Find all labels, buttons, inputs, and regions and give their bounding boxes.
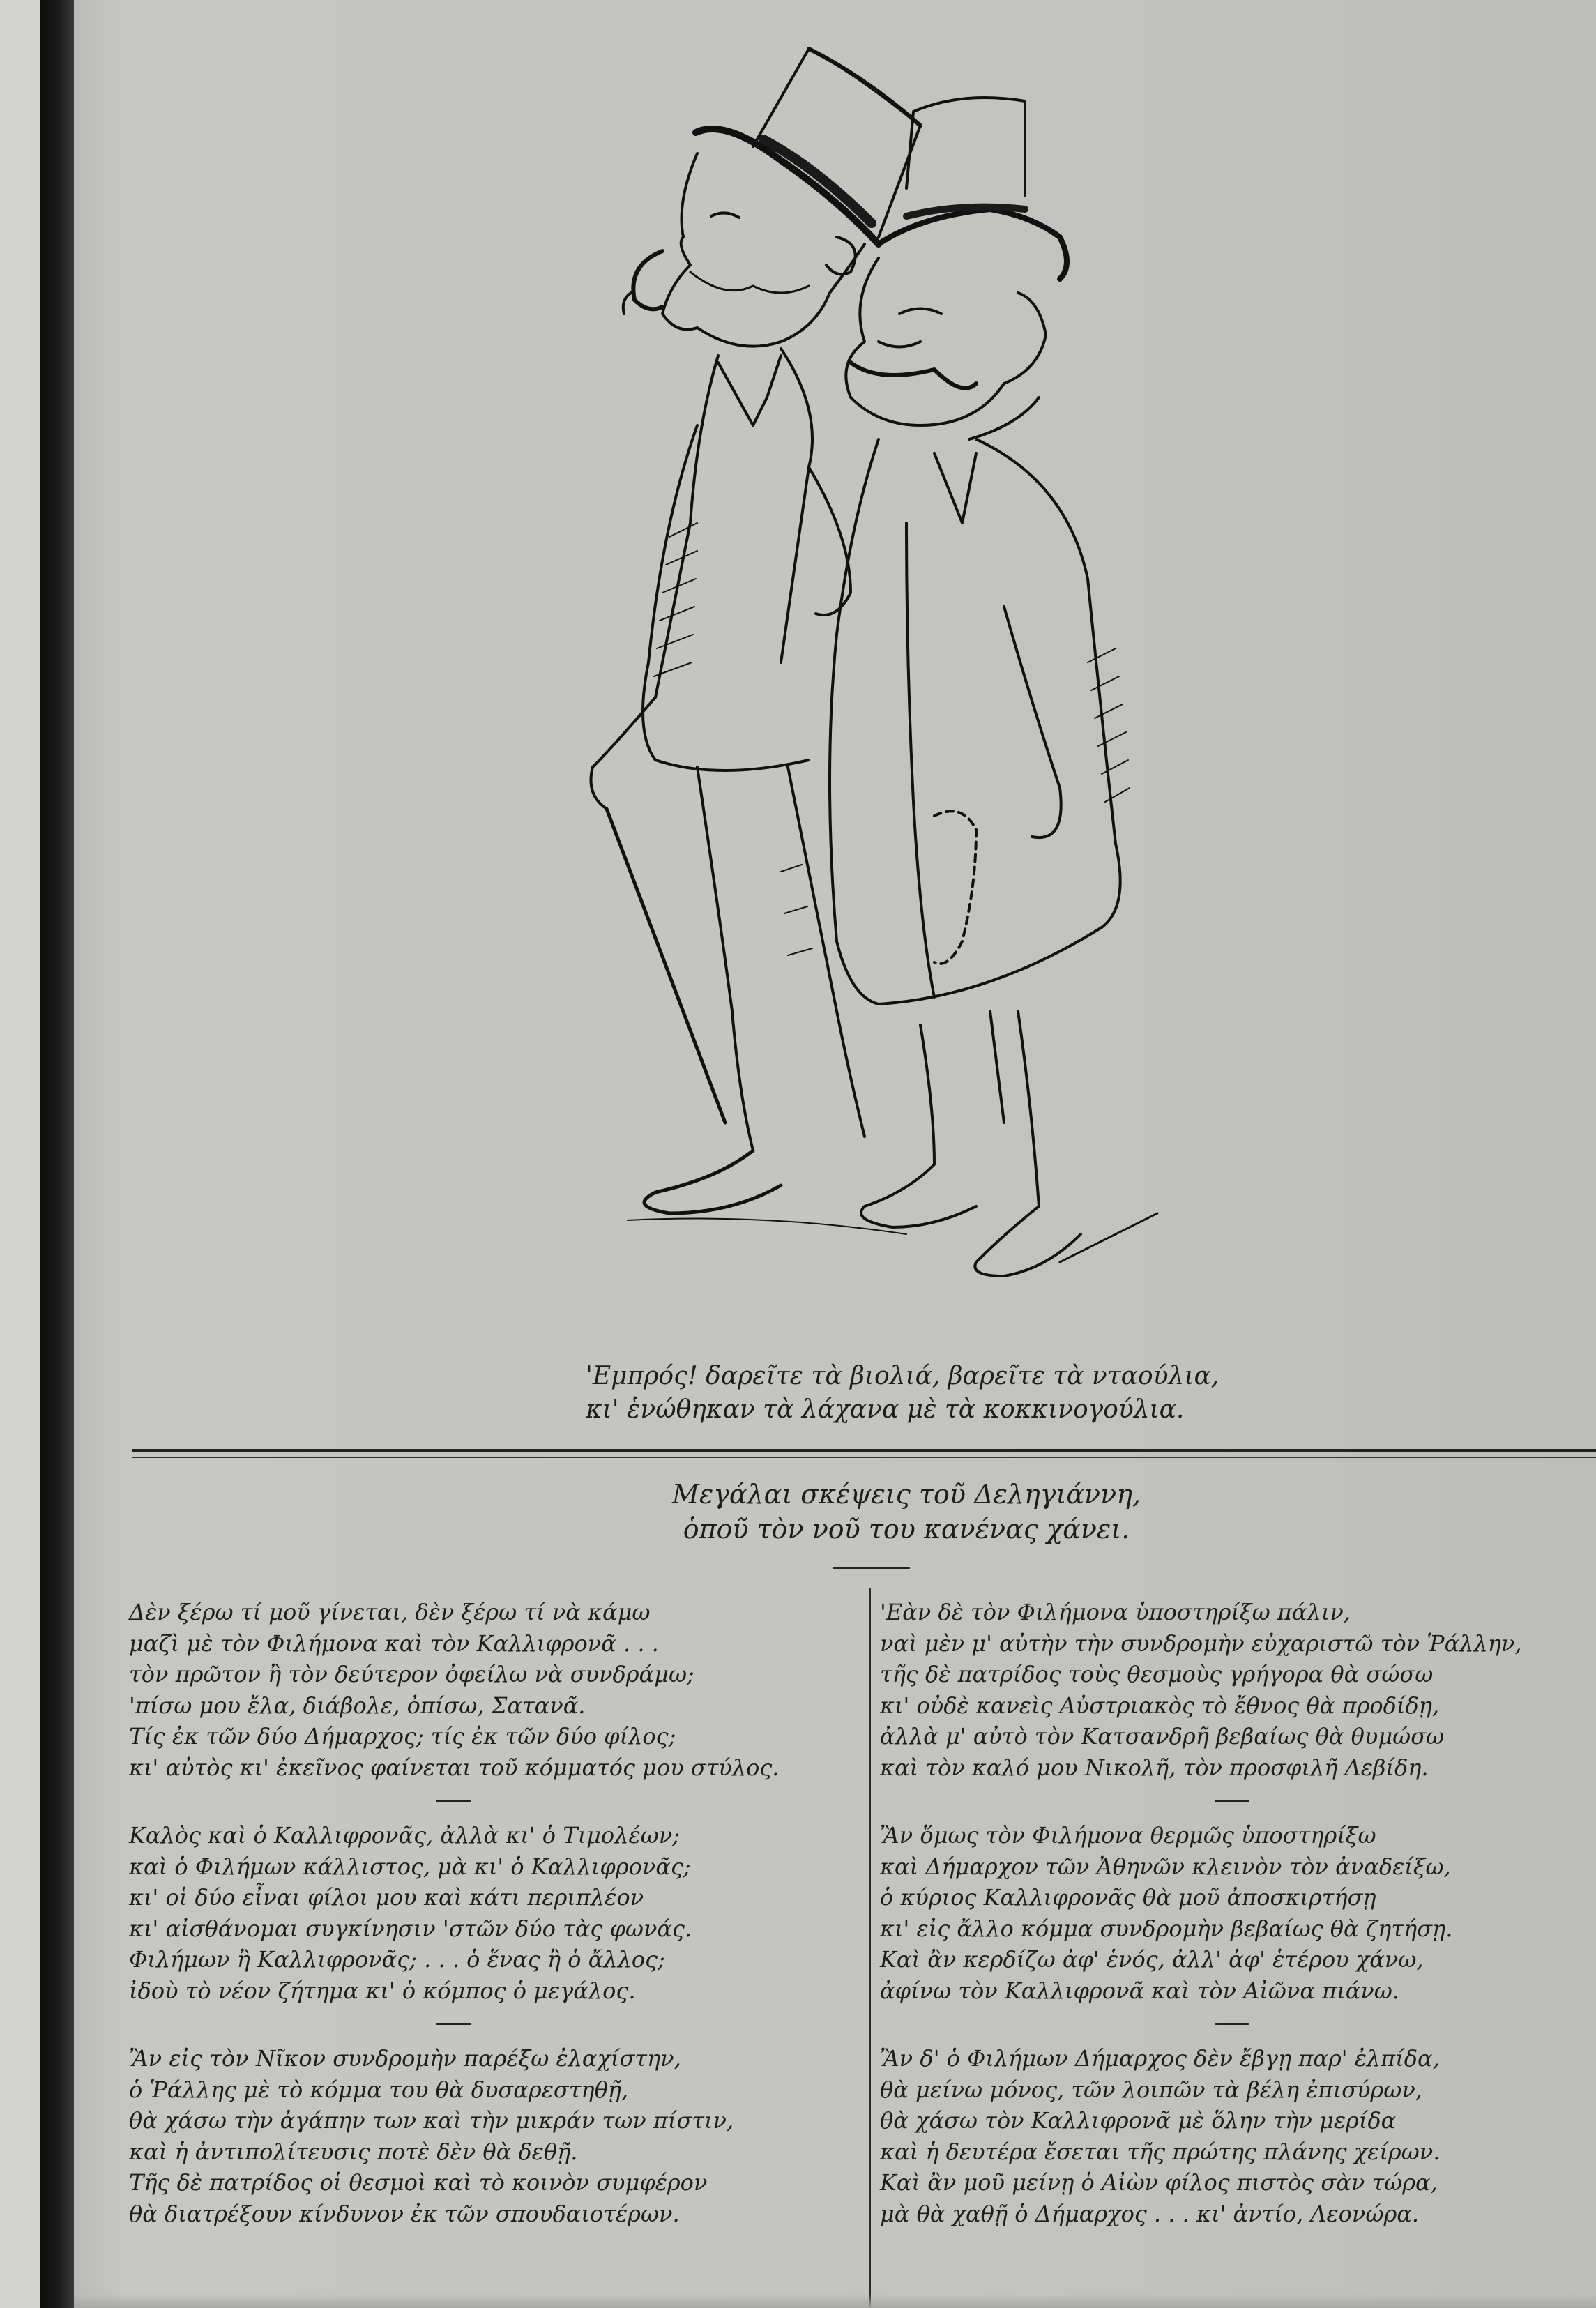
verse-line: Καὶ ἂν μοῦ μείνῃ ὁ Αἰὼν φίλος πιστὸς σὰν τώρα, [880, 2169, 1438, 2196]
verse-line: κι' εἰς ἄλλο κόμμα συνδρομὴν βεβαίως θὰ ζητήσῃ. [880, 1915, 1453, 1942]
stanza [129, 2043, 840, 2229]
adjacent-page-edge [0, 0, 40, 2308]
illustration-caption [586, 1360, 1219, 1427]
short-man-head [846, 258, 1046, 439]
verse-line: 'Εὰν δὲ τὸν Φιλήμονα ὑποστηρίξω πάλιν, [880, 1599, 1351, 1625]
stanza [129, 1820, 840, 2006]
section-divider [132, 1449, 1596, 1452]
verse-line: Καλὸς καὶ ὁ Καλλιφρονᾶς, ἀλλὰ κι' ὁ Τιμολέων; [129, 1822, 680, 1848]
stanza-separator [1215, 1800, 1249, 1802]
heading-rule [833, 1567, 910, 1569]
stanza [129, 1597, 840, 1783]
caption-line: 'Εμπρός! δαρεῖτε τὰ βιολιά, βαρεῖτε τὰ νταούλια, [586, 1362, 1219, 1390]
caricature-illustration [488, 35, 1241, 1346]
stanza-separator [1215, 2023, 1249, 2025]
stanza-separator [436, 2023, 471, 2025]
heading-line: Μεγάλαι σκέψεις τοῦ Δεληγιάννη, [671, 1479, 1141, 1510]
verse-line: θὰ χάσω τὴν ἀγάπην των καὶ τὴν μικράν των πίστιν, [129, 2107, 734, 2134]
verse-line: ὁ Ῥάλλης μὲ τὸ κόμμα του θὰ δυσαρεστηθῇ, [129, 2076, 629, 2103]
short-man-top-hat [879, 98, 1067, 279]
verse-line: καὶ ἡ δευτέρα ἔσεται τῆς πρώτης πλάνης χείρων. [880, 2138, 1441, 2165]
verse-line: Φιλήμων ἢ Καλλιφρονᾶς; . . . ὁ ἕνας ἢ ὁ ἄλλος; [129, 1946, 665, 1973]
verse-line: Καὶ ἂν κερδίζω ἀφ' ἑνός, ἀλλ' ἀφ' ἑτέρου χάνω, [880, 1946, 1424, 1973]
verse-line: κι' οὐδὲ κανεὶς Αὐστριακὸς τὸ ἔθνος θὰ προδίδῃ, [880, 1692, 1440, 1719]
verse-line: τὸν πρῶτον ἢ τὸν δεύτερον ὀφείλω νὰ συνδράμω; [129, 1661, 694, 1687]
verse-line: θὰ μείνω μόνος, τῶν λοιπῶν τὰ βέλη ἐπισύρων, [880, 2076, 1422, 2103]
heading-line: ὁποῦ τὸν νοῦ του κανένας χάνει. [683, 1514, 1130, 1544]
verse-line: Ἂν δ' ὁ Φιλήμων Δήμαρχος δὲν ἔβγῃ παρ' ἐλπίδα, [880, 2045, 1440, 2072]
stanza [880, 1597, 1584, 1783]
stanza-separator [436, 1800, 471, 1802]
verse-line: τῆς δὲ πατρίδος τοὺς θεσμοὺς γρήγορα θὰ σώσω [880, 1661, 1434, 1687]
verse-line: κι' οἱ δύο εἶναι φίλοι μου καὶ κάτι περιπλέον [129, 1884, 644, 1911]
verse-line: 'πίσω μου ἔλα, διάβολε, ὀπίσω, Σατανᾶ. [129, 1692, 586, 1719]
poem-left-column [129, 1597, 840, 2229]
page-bottom-edge [74, 2294, 1596, 2308]
verse-line: ἀλλὰ μ' αὐτὸ τὸν Κατσανδρῆ βεβαίως θὰ θυμώσω [880, 1723, 1445, 1749]
verse-line: ἰδοὺ τὸ νέον ζήτημα κι' ὁ κόμπος ὁ μεγάλος. [129, 1977, 636, 2004]
column-rule [869, 1588, 871, 2308]
verse-line: καὶ ἡ ἀντιπολίτευσις ποτὲ δὲν θὰ δεθῇ. [129, 2138, 578, 2165]
verse-line: ὁ κύριος Καλλιφρονᾶς θὰ μοῦ ἀποσκιρτήσῃ [880, 1884, 1376, 1911]
verse-line: Δὲν ξέρω τί μοῦ γίνεται, δὲν ξέρω τί νὰ κάμω [129, 1599, 651, 1625]
verse-line: καὶ τὸν καλό μου Νικολῆ, τὸν προσφιλῆ Λεβίδη. [880, 1754, 1429, 1781]
verse-line: κι' αὐτὸς κι' ἐκεῖνος φαίνεται τοῦ κόμματός μου στύλος. [129, 1754, 780, 1781]
verse-line: ἀφίνω τὸν Καλλιφρονᾶ καὶ τὸν Αἰῶνα πιάνω. [880, 1977, 1400, 2004]
verse-line: κι' αἰσθάνομαι συγκίνησιν 'στῶν δύο τὰς φωνάς. [129, 1915, 692, 1942]
stanza [880, 2043, 1584, 2229]
verse-line: καὶ Δήμαρχον τῶν Ἀθηνῶν κλεινὸν τὸν ἀναδείξω, [880, 1853, 1451, 1880]
verse-line: Τῆς δὲ πατρίδος οἱ θεσμοὶ καὶ τὸ κοινὸν συμφέρον [129, 2169, 708, 2196]
verse-line: μὰ θὰ χαθῇ ὁ Δήμαρχος . . . κι' ἀντίο, Λεονώρα. [880, 2200, 1420, 2227]
stanza [880, 1820, 1584, 2006]
verse-line: θὰ διατρέξουν κίνδυνον ἐκ τῶν σπουδαιοτέρων. [129, 2200, 680, 2227]
verse-line: Ἂν εἰς τὸν Νῖκον συνδρομὴν παρέξω ἐλαχίστην, [129, 2045, 681, 2072]
section-divider-thin [132, 1457, 1596, 1458]
verse-line: μαζὶ μὲ τὸν Φιλήμονα καὶ τὸν Καλλιφρονᾶ . . . [129, 1630, 659, 1657]
book-spine-gutter [40, 0, 74, 2308]
verse-line: θὰ χάσω τὸν Καλλιφρονᾶ μὲ ὅλην τὴν μερίδα [880, 2107, 1397, 2134]
caption-line: κι' ἑνώθηκαν τὰ λάχανα μὲ τὰ κοκκινογούλια. [586, 1395, 1185, 1424]
tall-man-coat [591, 349, 865, 1213]
poem-right-column [880, 1597, 1584, 2229]
poem-heading [558, 1477, 1255, 1547]
short-man-coat [830, 439, 1120, 1276]
verse-line: Ἂν ὅμως τὸν Φιλήμονα θερμῶς ὑποστηρίξω [880, 1822, 1376, 1848]
verse-line: Τίς ἐκ τῶν δύο Δήμαρχος; τίς ἐκ τῶν δύο φίλος; [129, 1723, 676, 1749]
verse-line: ναὶ μὲν μ' αὐτὴν τὴν συνδρομὴν εὐχαριστῶ τὸν Ῥάλλην, [880, 1630, 1522, 1657]
verse-line: καὶ ὁ Φιλήμων κάλλιστος, μὰ κι' ὁ Καλλιφρονᾶς; [129, 1853, 691, 1880]
